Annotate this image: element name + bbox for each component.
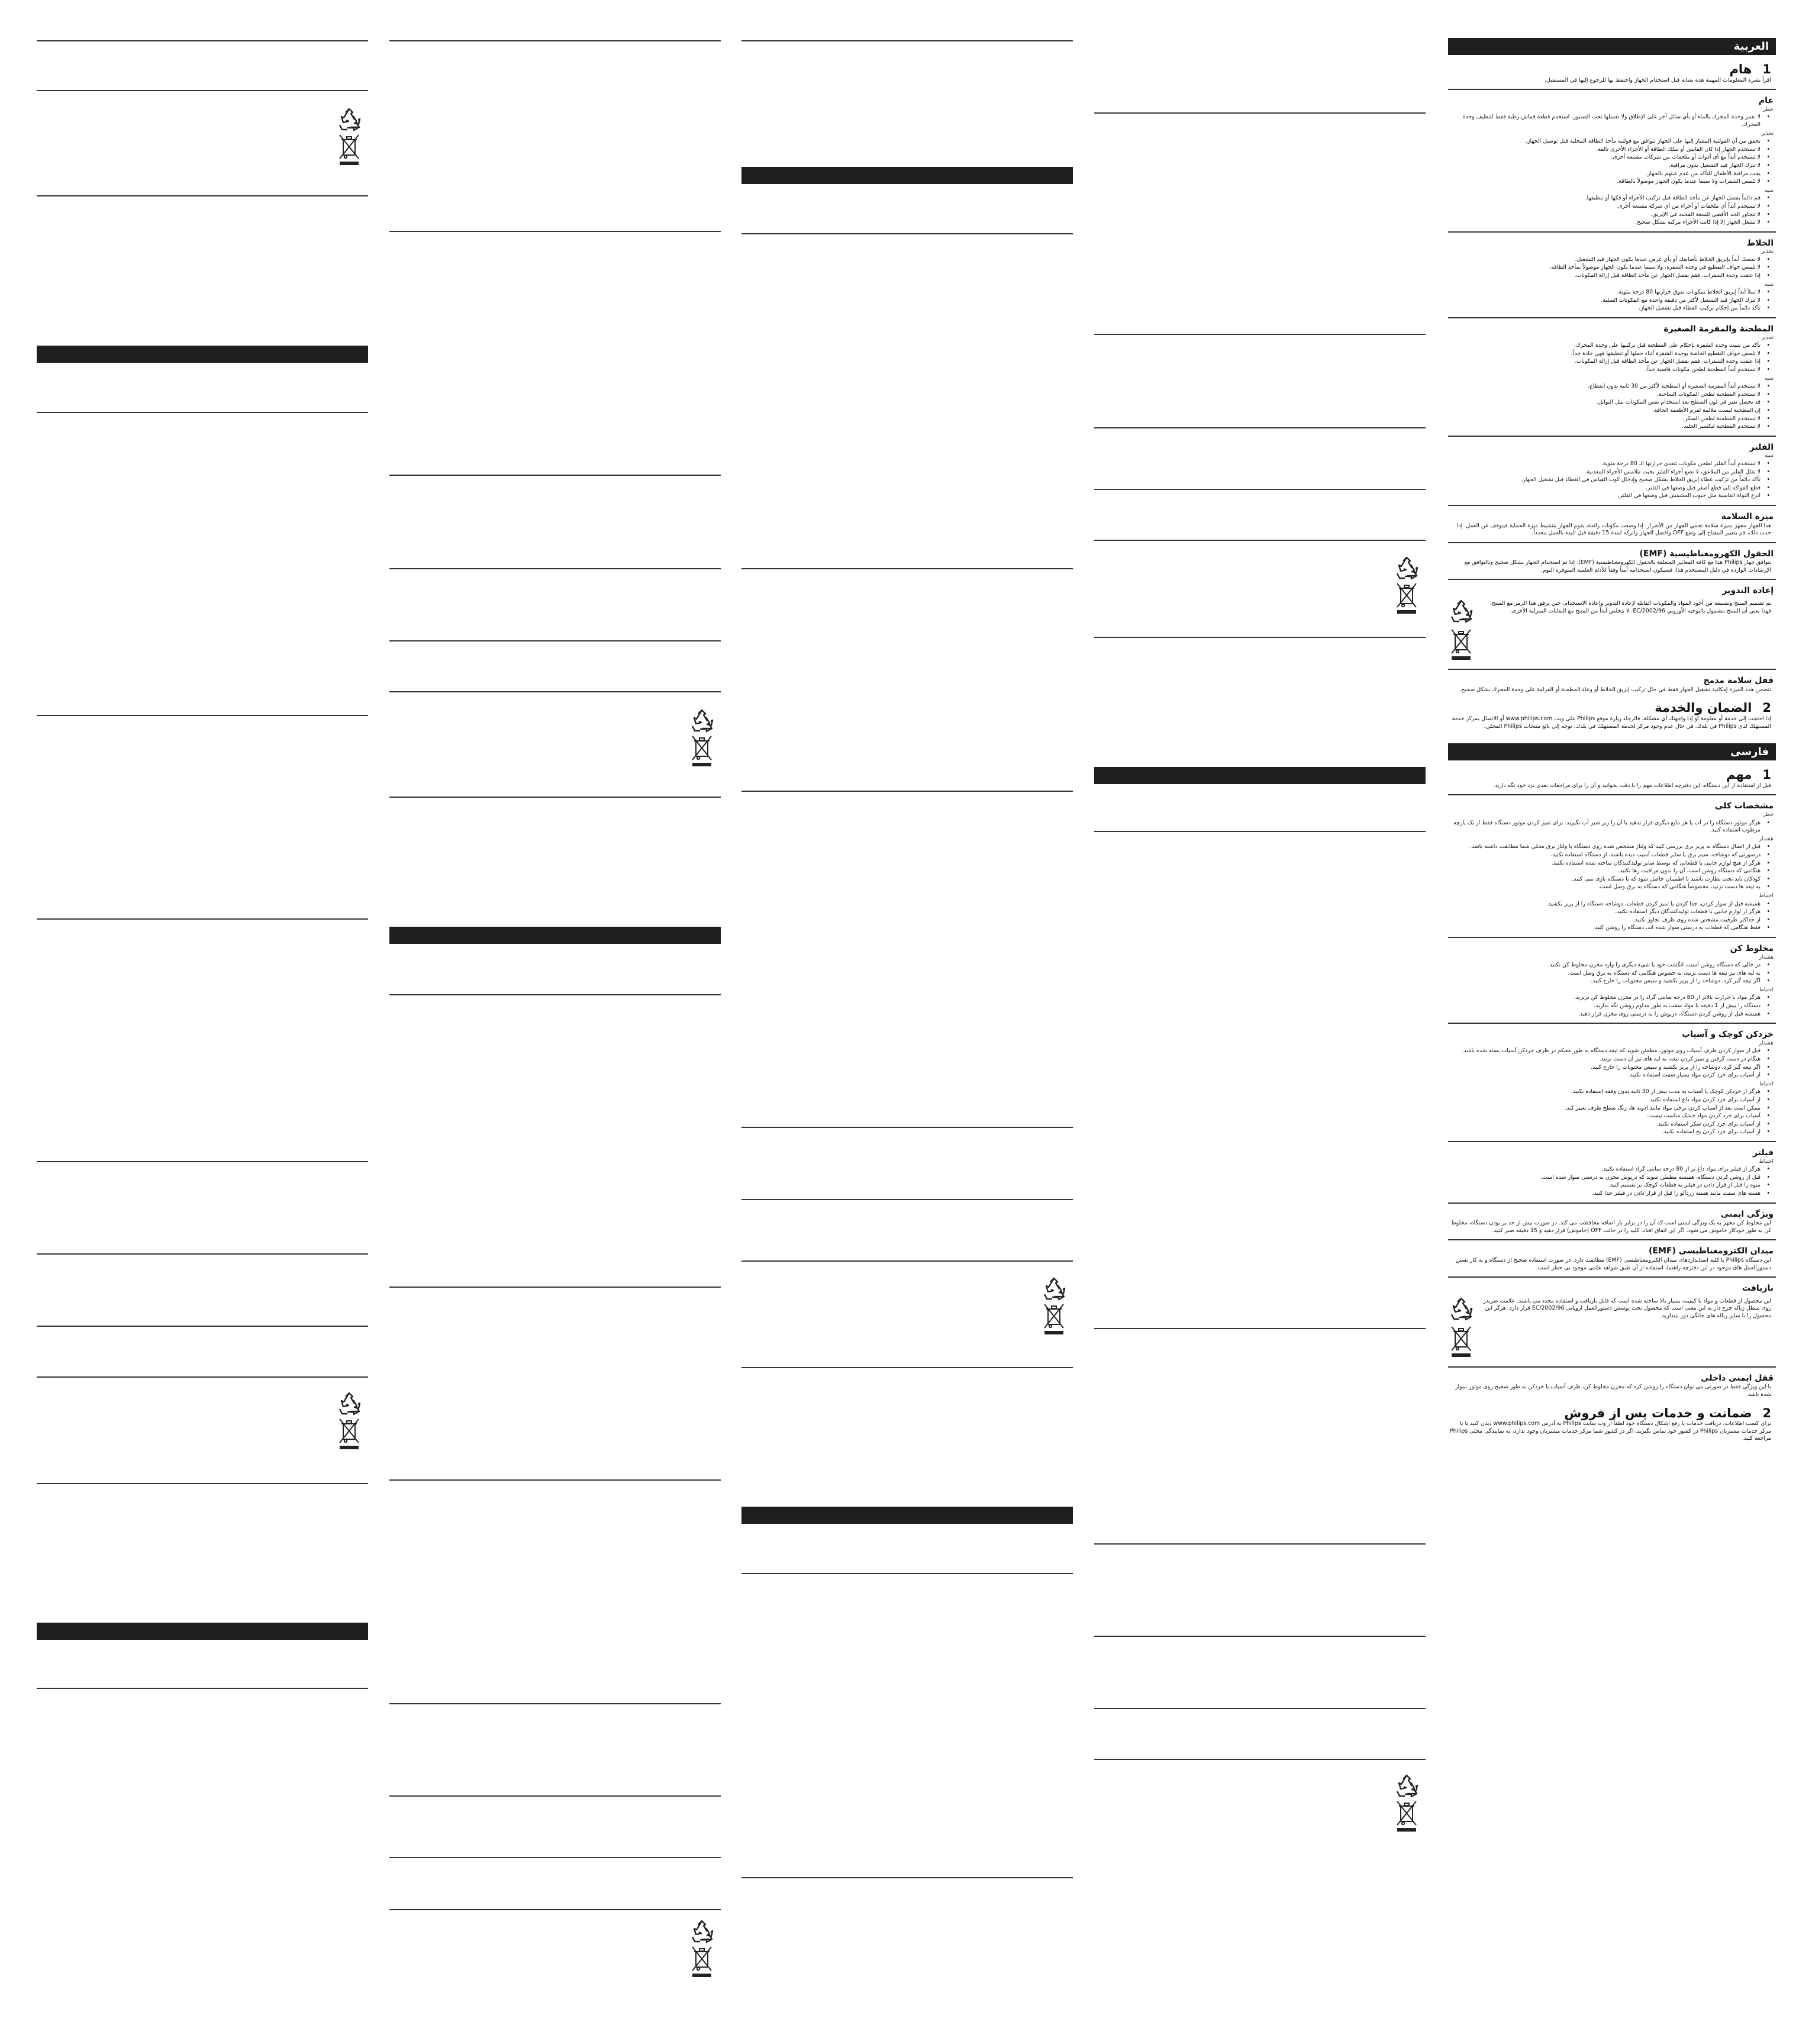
list-item: • لا تستخدم المطحنة لتكسير الجليد.: [1448, 423, 1761, 431]
divider: [37, 1688, 368, 1689]
crossed-bin-icon: [1394, 1799, 1420, 1833]
subheading: احتیاط: [1759, 1081, 1774, 1087]
list-item: • لا تتجاوز الحد الأقصى للسعة المحدد في الإبريق.: [1448, 211, 1761, 219]
divider: [389, 1857, 721, 1858]
list-item: • يجب مراقبة الأطفال للتأكد من عدم عبثهم بالجهاز.: [1448, 170, 1761, 178]
bullet-list: [1448, 843, 1776, 891]
section-heading: فیلتر: [1752, 1147, 1774, 1158]
divider: [1094, 1708, 1426, 1709]
recycle-icon: [336, 107, 362, 133]
intro-text: اقرأ نشرة المعلومات المهمة هذه بعناية قبل استخدام الجهاز واحتفظ بها للرجوع إليها في المستقبل.: [1545, 76, 1771, 83]
list-item: • اگر تیغه گیر کرد، دوشاخه را از پریز بکشید و سپس محتویات را خارج کنید.: [1448, 978, 1761, 985]
divider: [741, 568, 1073, 569]
divider: [1094, 489, 1426, 490]
divider: [1094, 1636, 1426, 1637]
divider: [1094, 112, 1426, 114]
column-2: [389, 0, 721, 2044]
list-item: • آسیاب برای خرد کردن مواد خشک مناسب نیست.: [1448, 1113, 1761, 1120]
crossed-bin-icon: [1041, 1302, 1067, 1336]
list-item: • هرگز موتور دستگاه را در آب یا هر مایع دیگری قرار ندهید یا آن را زیر شیر آب نگیرید. برای تمیز کردن موتور دستگاه فقط از یک پارچه مرطوب استفاده کنید.: [1448, 820, 1761, 834]
divider: [1094, 1328, 1426, 1329]
divider: [1448, 542, 1776, 543]
list-item: • تحقق من أن الفولتية المشار إليها على الجهاز تتوافق مع فولتية مأخذ الطاقة المحلية قبل توصيل الجهاز.: [1448, 138, 1761, 146]
list-item: • فقط هنگامی که قطعات به درستی سوار شده اند، دستگاه را روشن کنید.: [1448, 924, 1761, 932]
paragraph: این مخلوط کن مجهز به یک ویژگی ایمنی است که آن را در برابر بار اضافه محافظت می کند. در صورت بیش از حد پر بودن دستگاه، مخلوط کن به طور خودکار خاموش می شود. اگر این اتفاق افتاد، کلید را در حالت OFF (خاموش) قرار دهید و 15 دقیقه صبر کنید.: [1451, 1220, 1771, 1234]
divider: [389, 568, 721, 569]
section-heading: مشخصات کلی: [1714, 801, 1774, 811]
divider: [1448, 317, 1776, 318]
divider: [1448, 579, 1776, 580]
icon-group: [1041, 1276, 1067, 1336]
language-header-bar: [741, 167, 1073, 184]
list-item: • هرگز از فیلتر برای مواد داغ تر از 80 درجه سانتی گراد استفاده نکنید.: [1448, 1166, 1761, 1173]
divider: [1448, 1202, 1776, 1204]
divider: [37, 1326, 368, 1327]
section-heading: بازیافت: [1742, 1284, 1774, 1294]
chapter-title: مهم: [1726, 768, 1752, 782]
divider: [1094, 1759, 1426, 1760]
list-item: • لا تستخدم المطحنة لطحن السكر.: [1448, 415, 1761, 423]
language-header-bar: [741, 1507, 1073, 1524]
section-heading: الحقول الكهرومغناطيسية (EMF): [1639, 549, 1774, 559]
bullet-list: [1448, 901, 1776, 932]
list-item: • همیشه قبل از روشن کردن دستگاه، درپوش را به درستی روی مخزن قرار دهید.: [1448, 1011, 1761, 1018]
icon-group: [1394, 1773, 1420, 1833]
list-item: • به لبه های تیز تیغه ها دست نزنید، به خصوص هنگامی که دستگاه به برق وصل است.: [1448, 970, 1761, 978]
crossed-bin-icon: [1394, 581, 1420, 615]
chapter-title: الضمان والخدمة: [1655, 701, 1752, 715]
section-heading: المطحنة والمفرمة الصغيرة: [1663, 324, 1774, 334]
icon-group: [336, 1391, 362, 1451]
list-item: • لا تمسك أبداً بإبريق الخلاط بأصابعك أو بأي غرض عندما يكون الجهاز قيد التشغيل.: [1448, 256, 1761, 264]
subheading: احتیاط: [1759, 1158, 1774, 1165]
divider: [1448, 1276, 1776, 1278]
farsi-section: [1448, 743, 1776, 1443]
paragraph: إذا احتجت إلى خدمة أو معلومة أو إذا واجهتك أي مشكلة، فالرجاء زيارة موقع Philips على ويب www.philips.com أو الاتصال بمركز خدمة المستهلك لدى Philips في بلدك. في حال عدم وجود مركز لخدمة المستهلك في بلدك، توجه إلى بائع منتجات Philips المحلي.: [1452, 715, 1771, 730]
list-item: • لا تقلل الفلتر من الملاعق، لا تضع أجزاء الفلتر بحيث تتلامس الأجزاء المعدنية.: [1448, 469, 1761, 476]
divider: [1094, 427, 1426, 428]
chapter-heading: [1453, 768, 1771, 782]
bullet-list: [1448, 256, 1776, 280]
divider: [1448, 1023, 1776, 1024]
column-4: [1094, 0, 1426, 2044]
subheading: تنبيه: [1764, 281, 1774, 288]
language-header-bar: [37, 1623, 368, 1640]
list-item: • کودکان باید تحت نظارت باشند تا اطمینان حاصل شود که با دستگاه بازی نمی کنند.: [1448, 876, 1761, 884]
list-item: • لا تملأ أبداً إبريق الخلاط بمكونات تفوق حرارتها 80 درجة مئوية.: [1448, 289, 1761, 296]
divider: [741, 1127, 1073, 1128]
divider: [741, 1367, 1073, 1368]
crossed-bin-icon: [1448, 1324, 1474, 1359]
divider: [37, 40, 368, 41]
list-item: • لا تستخدم أبداً المطحنة لطحن مكونات قاسية جداً.: [1448, 366, 1761, 374]
divider: [389, 1287, 721, 1288]
bullet-list: [1448, 114, 1776, 128]
list-item: • قطع الفواكه إلى قطع أصغر قبل وضعها في الفلتر.: [1448, 485, 1761, 492]
section-heading: مخلوط کن: [1730, 943, 1774, 953]
divider: [1448, 669, 1776, 670]
list-item: • لا تغمر وحدة المحرك بالماء أو بأي سائل آخر على الإطلاق ولا تغسلها تحت الصنبور. استخدم قطعة قماش رطبة فقط لتنظيف وحدة المحرك.: [1448, 114, 1761, 128]
recycle-icon: [1041, 1276, 1067, 1302]
list-item: • همیشه قبل از سوار کردن، جدا کردن یا تمیز کردن قطعات، دوشاخه دستگاه را از پریز بکشید.: [1448, 901, 1761, 908]
list-item: • لا تستخدم أبداً مع أي أدوات أو ملحقات من شركات مصنعة أخرى.: [1448, 154, 1761, 162]
section-heading: إعادة التدوير: [1722, 586, 1774, 596]
divider: [741, 1877, 1073, 1878]
list-item: • هرگز از لوازم جانبی یا قطعات تولیدکنندگان دیگر استفاده نکنید.: [1448, 908, 1761, 916]
column-1: [37, 0, 368, 2044]
divider: [741, 1199, 1073, 1200]
bullet-list: [1448, 342, 1776, 373]
subheading: هشدار: [1759, 1040, 1774, 1046]
divider: [389, 797, 721, 798]
bullet-list: [1448, 820, 1776, 834]
list-item: • لا تستخدم الجهاز إذا كان القابس أو سلك الطاقة أو الأجزاء الأخرى تالفة.: [1448, 146, 1761, 154]
divider: [1094, 1543, 1426, 1545]
divider: [1448, 1366, 1776, 1368]
crossed-bin-icon: [336, 133, 362, 167]
list-item: • لا تلمس الشفرات ولا سيما عندما يكون الجهاز موصولاً بالطاقة.: [1448, 178, 1761, 186]
divider: [741, 40, 1073, 41]
section-heading: قفل ایمنی داخلی: [1701, 1373, 1774, 1383]
divider: [1448, 1141, 1776, 1142]
list-item: • لا تشغل الجهاز إلا إذا كانت الأجزاء مركبة بشكل صحيح.: [1448, 219, 1761, 227]
list-item: • میوه را قبل از قرار دادن در فیلتر به قطعات کوچک تر تقسیم کنید.: [1448, 1182, 1761, 1189]
section-heading: الخلاط: [1746, 238, 1774, 248]
list-item: • لا تستخدم أبداً المفرمة الصغيرة أو المطحنة لأكثر من 30 ثانية بدون انقطاع.: [1448, 383, 1761, 391]
chapter-title: ضمانت و خدمات پس از فروش: [1564, 1405, 1752, 1420]
section-heading: خردکن کوچک و آسیاب: [1682, 1030, 1774, 1040]
list-item: • هرگز از خردکن کوچک یا آسیاب به مدت بیش از 30 ثانیه بدون وقفه استفاده نکنید.: [1448, 1088, 1761, 1096]
subheading: هشدار: [1759, 954, 1774, 960]
divider: [37, 1161, 368, 1162]
section-heading: ویژگی ایمنی: [1720, 1209, 1774, 1219]
chapter-number: 1: [1762, 62, 1771, 76]
divider: [37, 412, 368, 413]
recycle-icon: [689, 708, 715, 734]
paragraph: يتوافق جهاز Philips هذا مع كافة المعايير المتعلقة بالحقول الكهرومغناطيسية (EMF). إذا تم استخدام الجهاز بشكل صحيح وبالتوافق مع الإرشادات الواردة في دليل المستخدم هذا، فسيكون استخدامه آمناً وفقاً للأدلة العلمية المتوفرة اليوم.: [1464, 559, 1771, 573]
divider: [1094, 637, 1426, 638]
language-header-bar: [389, 927, 721, 944]
chapter-number: 2: [1762, 1405, 1771, 1420]
list-item: • از آسیاب برای خرد کردن مواد بسیار سفت استفاده نکنید.: [1448, 1072, 1761, 1079]
list-item: • از حداکثر ظرفیت مشخص شده روی ظرف تجاوز نکنید.: [1448, 917, 1761, 924]
paragraph: با این ویژگی فقط در صورتی می توان دستگاه را روشن کرد که مخزن مخلوط کن، ظرف آسیاب یا خردکن به طور صحیح روی موتور سوار شده باشد.: [1455, 1384, 1771, 1398]
bullet-list: [1448, 460, 1776, 500]
recycle-block: [1448, 598, 1776, 664]
bullet-list: [1448, 1166, 1776, 1197]
list-item: • تأكد دائماً من إحكام تركيب الغطاء قبل تشغيل الجهاز.: [1448, 305, 1761, 312]
paragraph: هذا الجهاز مجهز بميزة سلامة تحمي الجهاز من الأضرار. إذا وضعت مكونات زائدة، يقوم الجهاز بتنشيط ميزة الحماية فيتوقف عن العمل. إذا حدث ذلك، قم بتغيير المفتاح إلى وضع OFF وافصل الجهاز واتركه لمدة 15 دقيقة قبل البدء بالعمل مجدداً.: [1457, 522, 1771, 537]
divider: [37, 90, 368, 91]
divider: [1448, 505, 1776, 506]
divider: [389, 1479, 721, 1481]
intro-text: قبل از استفاده از این دستگاه، این دفترچه اطلاعات مهم را با دقت بخوانید و آن را برای مراجعات بعدی نزد خود نگه دارید.: [1492, 782, 1771, 789]
divider: [389, 1703, 721, 1704]
crossed-bin-icon: [689, 734, 715, 768]
divider: [389, 1909, 721, 1910]
list-item: • لا تلمس حواف التقطيع في وحدة الشفرة، ولا سيما عندما يكون الجهاز موصولاً بمأخذ الطاقة.: [1448, 264, 1761, 272]
recycle-icon: [1394, 1773, 1420, 1799]
divider: [1448, 1239, 1776, 1240]
bullet-list: [1448, 138, 1776, 186]
list-item: • قبل از اتصال دستگاه به پریز برق بررسی کنید که ولتاژ مشخص شده روی دستگاه با ولتاژ برق محلی شما مطابقت داشته باشد.: [1448, 843, 1761, 851]
paragraph: برای کسب اطلاعات، دریافت خدمات یا رفع اشکال دستگاه خود لطفاً از وب سایت Philips به آدرس www.philips.com دیدن کنید یا با مرکز خدمات مشتریان Philips در کشور خود تماس بگیرید. اگر در کشور شما مرکز خدمات مشتریان وجود ندارد، به نمایندگی محلی Philips مراجعه کنید.: [1449, 1420, 1771, 1442]
recycle-icon: [1448, 1296, 1474, 1322]
subheading: تنبيه: [1764, 375, 1774, 382]
divider: [1094, 334, 1426, 335]
list-item: • قبل از روشن کردن دستگاه، همیشه مطمئن شوید که درپوش مخزن به درستی سوار شده است.: [1448, 1174, 1761, 1182]
bullet-list: [1448, 1047, 1776, 1079]
paragraph: تم تصميم المنتج وتصنيعه من أجود المواد والمكونات القابلة لإعادة التدوير وإعادة الاستخدام. حين يرفق هذا الرمز مع المنتج، فهذا يعني أن المنتج مشمول بالتوجيه الأوروبي EC/2002/96. لا تتخلص أبداً من المنتج مع النفايات المنزلية الأخرى.: [1489, 600, 1771, 614]
list-item: • تأكد دائماً من تركيب غطاء إبريق الخلاط بشكل صحيح وإدخال كوب القياس في الغطاء قبل تشغيل الجهاز.: [1448, 476, 1761, 484]
divider: [37, 715, 368, 716]
chapter-heading: [1453, 701, 1771, 715]
divider: [741, 791, 1073, 792]
list-item: • لا تترك الجهاز قيد التشغيل بدون مراقبة.: [1448, 162, 1761, 170]
chapter-number: 1: [1762, 768, 1771, 782]
divider: [37, 195, 368, 196]
crossed-bin-icon: [1448, 627, 1474, 662]
divider: [389, 40, 721, 41]
crossed-bin-icon: [336, 1417, 362, 1451]
bullet-list: [1448, 289, 1776, 312]
divider: [1448, 794, 1776, 795]
list-item: • لا تترك الجهاز قيد التشغيل لأكثر من دقيقة واحدة مع المكونات الصلبة.: [1448, 297, 1761, 305]
section-heading: الفلتر: [1749, 442, 1774, 452]
divider: [1094, 831, 1426, 832]
list-item: • درصورتی که دوشاخه، سیم برق یا سایر قطعات آسیب دیده باشند، از دستگاه استفاده نکنید.: [1448, 852, 1761, 859]
list-item: • لا تلمس حواف التقطيع الخاصة بوحدة الشفرة أثناء حملها أو تنظيفها فهي حادة جداً.: [1448, 350, 1761, 358]
divider: [37, 918, 368, 920]
section-heading: قفل سلامة مدمج: [1703, 676, 1774, 686]
section-heading: میدان الکترومغناطیسی (EMF): [1648, 1246, 1774, 1256]
subheading: تحذير: [1761, 130, 1774, 137]
recycle-icon: [689, 1919, 715, 1945]
arabic-section: [1448, 38, 1776, 730]
list-item: • اگر تیغه گیر کرد، دوشاخه را از پریز بکشید و سپس محتویات را خارج کنید.: [1448, 1064, 1761, 1072]
subheading: تحذير: [1761, 334, 1774, 341]
divider: [389, 475, 721, 476]
list-item: • هسته های سفت مانند هسته زردآلو را قبل از قرار دادن در فیلتر جدا کنید.: [1448, 1190, 1761, 1198]
list-item: • إذا علقت وحدة الشفرات، فقم بفصل الجهاز عن مأخذ الطاقة قبل إزالة المكونات.: [1448, 272, 1761, 280]
list-item: • قم دائماً بفصل الجهاز عن مأخذ الطاقة قبل تركيب الأجزاء أو فكها أو تنظيفها.: [1448, 195, 1761, 202]
bullet-list: [1448, 994, 1776, 1018]
recycle-icon: [1394, 555, 1420, 581]
divider: [1448, 436, 1776, 437]
list-item: • قبل از سوار کردن ظرف آسیاب روی موتور، مطمئن شوید که تیغه دستگاه به طور محکم در ظرف خردکن آسیاب بسته شده باشد.: [1448, 1047, 1761, 1055]
subheading: هشدار: [1759, 836, 1774, 842]
divider: [389, 1795, 721, 1797]
list-item: • قد يحصل تغير في لون السطح بعد استخدام بعض المكونات مثل التوابل.: [1448, 399, 1761, 407]
chapter-title: هام: [1729, 62, 1752, 76]
divider: [389, 691, 721, 692]
list-item: • در حالی که دستگاه روشن است، انگشت خود یا شیء دیگری را وارد مخزن مخلوط کن نکنید.: [1448, 962, 1761, 969]
divider: [389, 231, 721, 232]
list-item: • به تیغه ها دست نزنید، مخصوصاً هنگامی که دستگاه به برق وصل است.: [1448, 884, 1761, 891]
column-3: [741, 0, 1073, 2044]
divider: [37, 1376, 368, 1378]
divider: [1094, 540, 1426, 541]
icon-group: [689, 1919, 715, 1979]
list-item: • دستگاه را بیش از 1 دقیقه با مواد سفت به طور مداوم روشن نگه ندارید.: [1448, 1002, 1761, 1010]
list-item: • هنگامی که دستگاه روشن است، آن را بدون مراقبت رها نکنید.: [1448, 868, 1761, 875]
icon-group: [689, 708, 715, 768]
divider: [741, 1260, 1073, 1262]
subheading: تنبيه: [1764, 453, 1774, 459]
list-item: • انزع النواة القاسية مثل حبوب المشمش قبل وضعها في الفلتر.: [1448, 492, 1761, 500]
list-item: • هرگز از هیچ لوازم جانبی یا قطعاتی که توسط سایر تولیدکنندگان ساخته شده استفاده نکنید.: [1448, 860, 1761, 868]
language-header-farsi: فارسی: [1448, 743, 1776, 760]
list-item: • تأكد من تثبيت وحدة الشفرة بإحكام على المطحنة قبل تركيبها على وحدة المحرك.: [1448, 342, 1761, 350]
bullet-list: [1448, 195, 1776, 226]
bullet-list: [1448, 962, 1776, 985]
list-item: • ممکن است بعد از آسیاب کردن برخی مواد مانند ادویه ها، رنگ سطح ظرف تغییر کند.: [1448, 1105, 1761, 1113]
icon-group: [1448, 598, 1474, 664]
section-heading: ميزة السلامة: [1721, 511, 1774, 521]
language-header-arabic: العربية: [1448, 38, 1776, 55]
divider: [741, 1573, 1073, 1574]
list-item: • از آسیاب برای خرد کردن یخ استفاده نکنید.: [1448, 1129, 1761, 1136]
recycle-block: [1448, 1296, 1776, 1362]
list-item: • هرگز مواد با حرارت بالاتر از 80 درجه سانتی گراد را در مخزن مخلوط کن نریزید.: [1448, 994, 1761, 1002]
list-item: • از آسیاب برای خرد کردن مواد داغ استفاده نکنید.: [1448, 1097, 1761, 1104]
subheading: خطر: [1763, 812, 1774, 818]
divider: [389, 640, 721, 641]
divider: [1448, 937, 1776, 938]
subheading: احتیاط: [1759, 892, 1774, 899]
divider: [389, 994, 721, 995]
list-item: • لا تستخدم أبداً أي ملحقات أو أجزاء من أي شركة مصنعة أخرى.: [1448, 203, 1761, 211]
chapter-heading: [1453, 62, 1771, 76]
divider: [1448, 89, 1776, 90]
divider: [1448, 231, 1776, 233]
paragraph: تتضمن هذه الميزة إمكانية تشغيل الجهاز فقط في حال تركيب إبريق الخلاط أو وعاء المطحنة أو الفرامة على وحدة المحرك بشكل صحيح.: [1459, 686, 1771, 693]
recycle-icon: [1448, 598, 1474, 624]
subheading: خطر: [1763, 106, 1774, 112]
section-heading: عام: [1758, 96, 1774, 106]
bullet-list: [1448, 383, 1776, 431]
chapter-number: 2: [1762, 701, 1771, 715]
subheading: تنبيه: [1764, 187, 1774, 194]
subheading: احتیاط: [1759, 986, 1774, 993]
list-item: • از آسیاب برای خرد کردن شکر استفاده نکنید.: [1448, 1121, 1761, 1129]
crossed-bin-icon: [689, 1945, 715, 1979]
language-header-bar: [1094, 767, 1426, 784]
paragraph: این محصول از قطعات و مواد با کیفیت بسیار بالا ساخته شده است که قابل بازیافت و استفاده مجدد می باشند. علامت ضربدر روی سطل زباله چرخ دار به این معنی است که محصول تحت پوشش دستورالعمل اروپایی EC/2002/96 قرار دارد. هرگز این محصول را با سایر زباله های خانگی دور نیندازید.: [1483, 1297, 1771, 1319]
column-5-rtl: [1448, 0, 1776, 2044]
recycle-icon: [336, 1391, 362, 1417]
list-item: • إن المطحنة ليست ملائمة لفرم الأطعمة الجافة.: [1448, 407, 1761, 415]
list-item: • هنگام در دست گرفتن و تمیز کردن تیغه، به لبه های تیز آن دست نزنید.: [1448, 1056, 1761, 1063]
icon-group: [336, 107, 362, 167]
bullet-list: [1448, 1088, 1776, 1136]
divider: [37, 1483, 368, 1484]
subheading: تحذير: [1761, 249, 1774, 255]
list-item: • لا تستخدم أبداً الفلتر لطحن مكونات تتعدى حرارتها الـ 80 درجة مئوية.: [1448, 460, 1761, 468]
icon-group: [1448, 1296, 1474, 1362]
divider: [37, 1253, 368, 1255]
list-item: • لا تستخدم المطحنة لطحن المكونات الساخنة.: [1448, 391, 1761, 399]
paragraph: این دستگاه Philips با کلیه استانداردهای میدان الکترومغناطیسی (EMF) مطابقت دارد. در صورت استفاده صحیح از دستگاه و به کار بستن دستورالعمل های موجود در این دفترچه راهنما، استفاده از آن طبق شواهد علمی موجود بی خطر است.: [1455, 1256, 1771, 1271]
list-item: • إذا علقت وحدة الشفرات، فقم بفصل الجهاز عن مأخذ الطاقة قبل إزالة المكونات.: [1448, 358, 1761, 366]
chapter-heading: [1453, 1405, 1771, 1420]
language-header-bar: [37, 346, 368, 363]
icon-group: [1394, 555, 1420, 615]
divider: [741, 233, 1073, 234]
